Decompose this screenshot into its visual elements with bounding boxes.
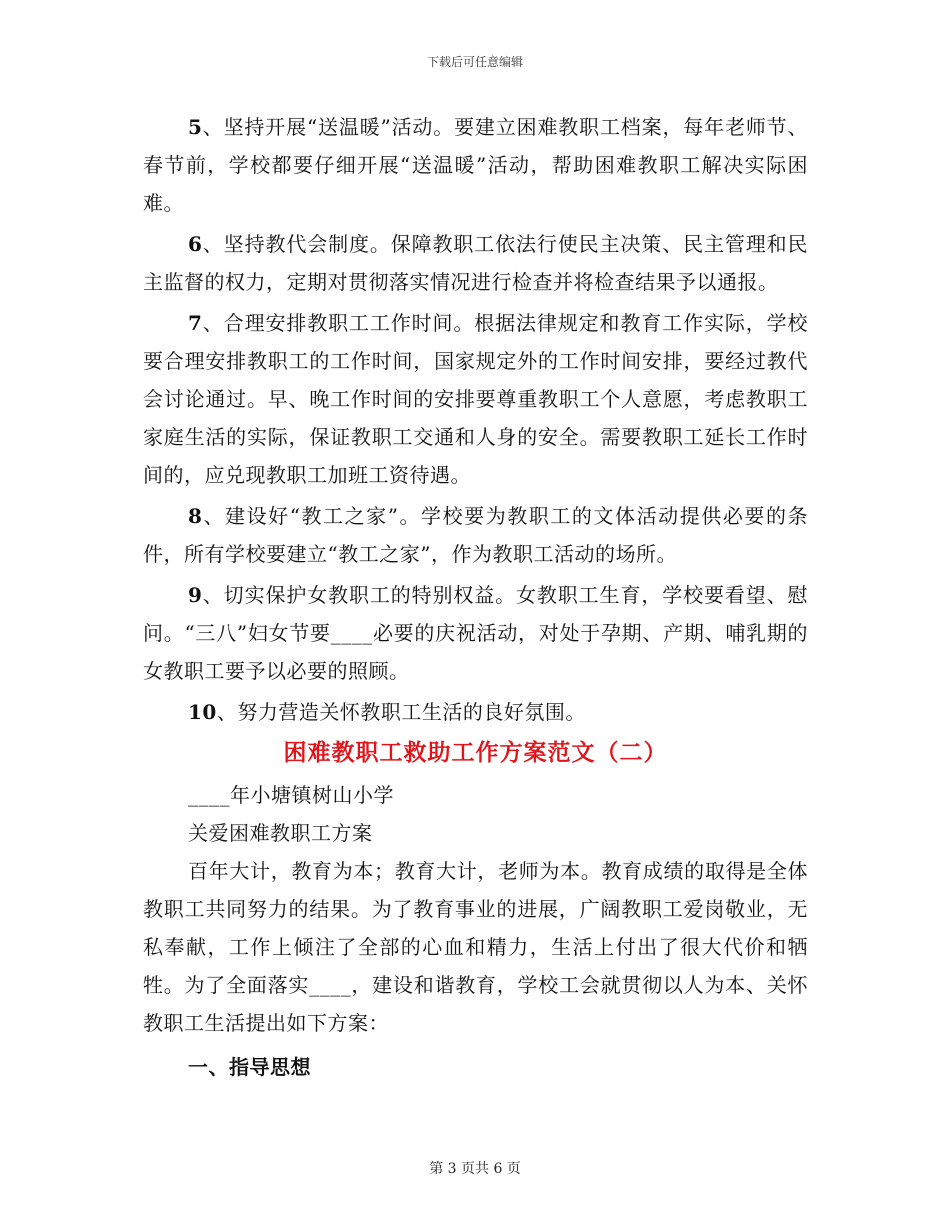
plan-title: 关爱困难教职工方案 xyxy=(188,821,373,845)
item-number: 5 xyxy=(188,115,203,139)
intro-paragraph: 百年大计，教育为本；教育大计，老师为本。教育成绩的取得是全体教职工共同努力的结果。为了教育事业的进展，广阔教职工爱岗敬业，无私奉献，工作上倾注了全部的心血和精力，生活上付出了很大代价和牺牲。为了全面落实____，建设和谐教育，学校工会就贯彻以人为本、关怀教职工生活提出如下方案： xyxy=(143,859,808,1035)
item-number: 9 xyxy=(188,583,203,607)
list-item-6 xyxy=(143,225,808,301)
item-number: 7 xyxy=(188,311,203,335)
item-text: 、切实保护女教职工的特别权益。女教职工生育，学校要看望、慰问。“三八”妇女节要____必要的庆祝活动，对处于孕期、产期、哺乳期的女教职工要予以必要的照顾。 xyxy=(143,583,808,683)
heading-guiding-ideology: 一、指导思想 xyxy=(188,1055,311,1079)
item-text: 、建设好“教工之家”。学校要为教职工的文体活动提供必要的条件，所有学校要建立“教工之家”，作为教职工活动的场所。 xyxy=(143,504,808,566)
list-item-9 xyxy=(143,576,808,690)
item-text: 、坚持开展“送温暖”活动。要建立困难教职工档案，每年老师节、春节前，学校都要仔细开展“送温暖”活动，帮助困难教职工解决实际困难。 xyxy=(143,115,808,215)
list-item-10 xyxy=(143,693,808,731)
school-line: ____年小塘镇树山小学 xyxy=(188,783,394,807)
list-item-5 xyxy=(143,108,808,222)
item-text: 、坚持教代会制度。保障教职工依法行使民主决策、民主管理和民主监督的权力，定期对贯彻落实情况进行检查并将检查结果予以通报。 xyxy=(143,232,808,294)
item-number: 6 xyxy=(188,232,203,256)
item-text: 、合理安排教职工工作时间。根据法律规定和教育工作实际，学校要合理安排教职工的工作时间，国家规定外的工作时间安排，要经过教代会讨论通过。早、晚工作时间的安排要尊重教职工个人意愿，考虑教职工家庭生活的实际，保证教职工交通和人身的安全。需要教职工延长工作时间的，应兑现教职工加班工资待遇。 xyxy=(143,311,808,487)
page-number: 第 3 页共 6 页 xyxy=(429,1161,521,1177)
document-body xyxy=(143,108,808,1086)
item-number: 8 xyxy=(188,504,203,528)
item-number: 10 xyxy=(188,700,217,724)
list-item-7 xyxy=(143,304,808,494)
list-item-8 xyxy=(143,497,808,573)
item-text: 、努力营造关怀教职工生活的良好氛围。 xyxy=(216,700,586,724)
page-header-note: 下载后可任意编辑 xyxy=(426,55,523,69)
section-title: 困难教职工救助工作方案范文（二） xyxy=(283,739,668,766)
